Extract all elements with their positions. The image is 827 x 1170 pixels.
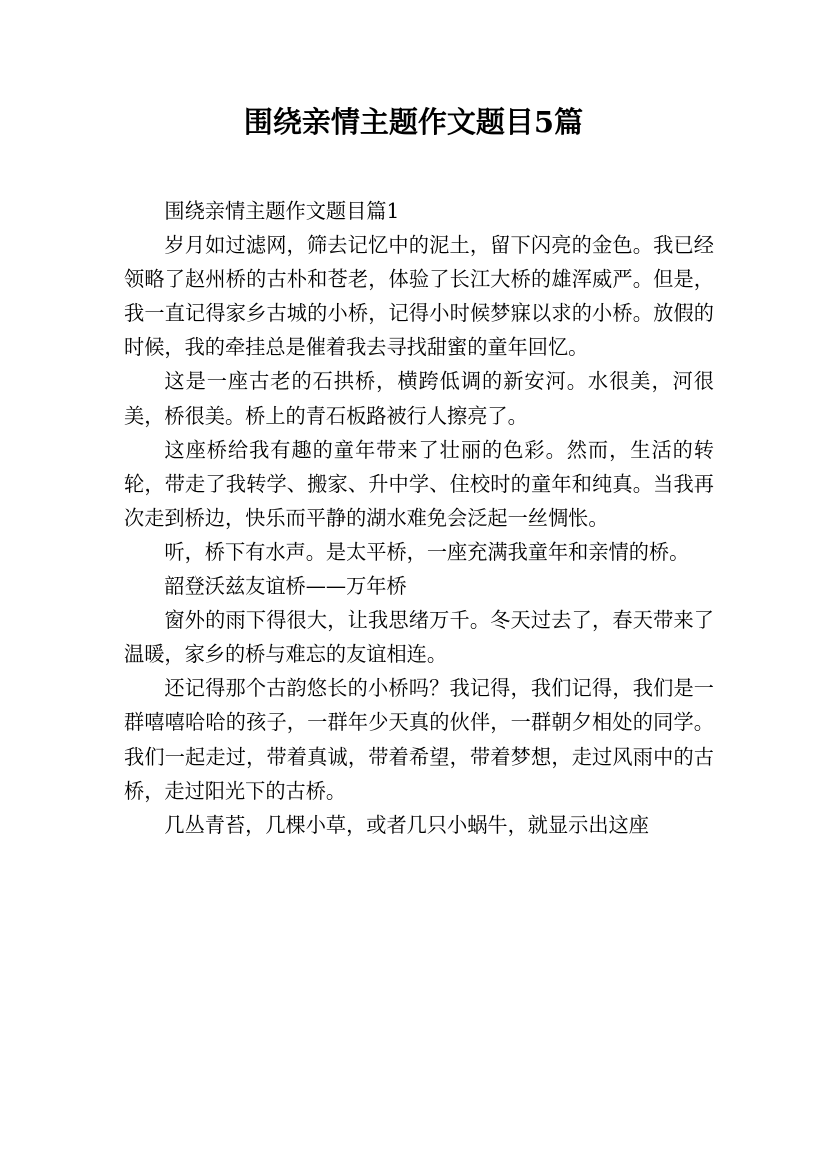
paragraph: 听，桥下有水声。是太平桥，一座充满我童年和亲情的桥。 (164, 539, 690, 564)
document-body (124, 194, 714, 842)
paragraph: 窗外的雨下得很大，让我思绪万千。冬天过去了，春天带来了温暖，家乡的桥与难忘的友谊相连。 (124, 608, 714, 667)
paragraph: 这是一座古老的石拱桥，横跨低调的新安河。水很美，河很美，桥很美。桥上的青石板路被行人擦亮了。 (124, 369, 714, 428)
paragraph: 这座桥给我有趣的童年带来了壮丽的色彩。然而，生活的转轮，带走了我转学、搬家、升中学、住校时的童年和纯真。当我再次走到桥边，快乐而平静的湖水难免会泛起一丝惆怅。 (124, 437, 714, 530)
paragraph: 还记得那个古韵悠长的小桥吗？我记得，我们记得，我们是一群嘻嘻哈哈的孩子，一群年少天真的伙伴，一群朝夕相处的同学。我们一起走过，带着真诚，带着希望，带着梦想，走过风雨中的古桥，走过阳光下的古桥。 (124, 676, 714, 803)
paragraph: 岁月如过滤网，筛去记忆中的泥土，留下闪亮的金色。我已经领略了赵州桥的古朴和苍老，体验了长江大桥的雄浑威严。但是，我一直记得家乡古城的小桥，记得小时候梦寐以求的小桥。放假的时候，我的牵挂总是催着我去寻找甜蜜的童年回忆。 (124, 233, 714, 360)
section-heading: 围绕亲情主题作文题目篇1 (164, 199, 400, 223)
subheading: 韶登沃兹友谊桥——万年桥 (164, 574, 407, 599)
paragraph: 几丛青苔，几棵小草，或者几只小蜗牛，就显示出这座 (164, 812, 649, 837)
document-title: 围绕亲情主题作文题目5篇 (243, 105, 584, 139)
